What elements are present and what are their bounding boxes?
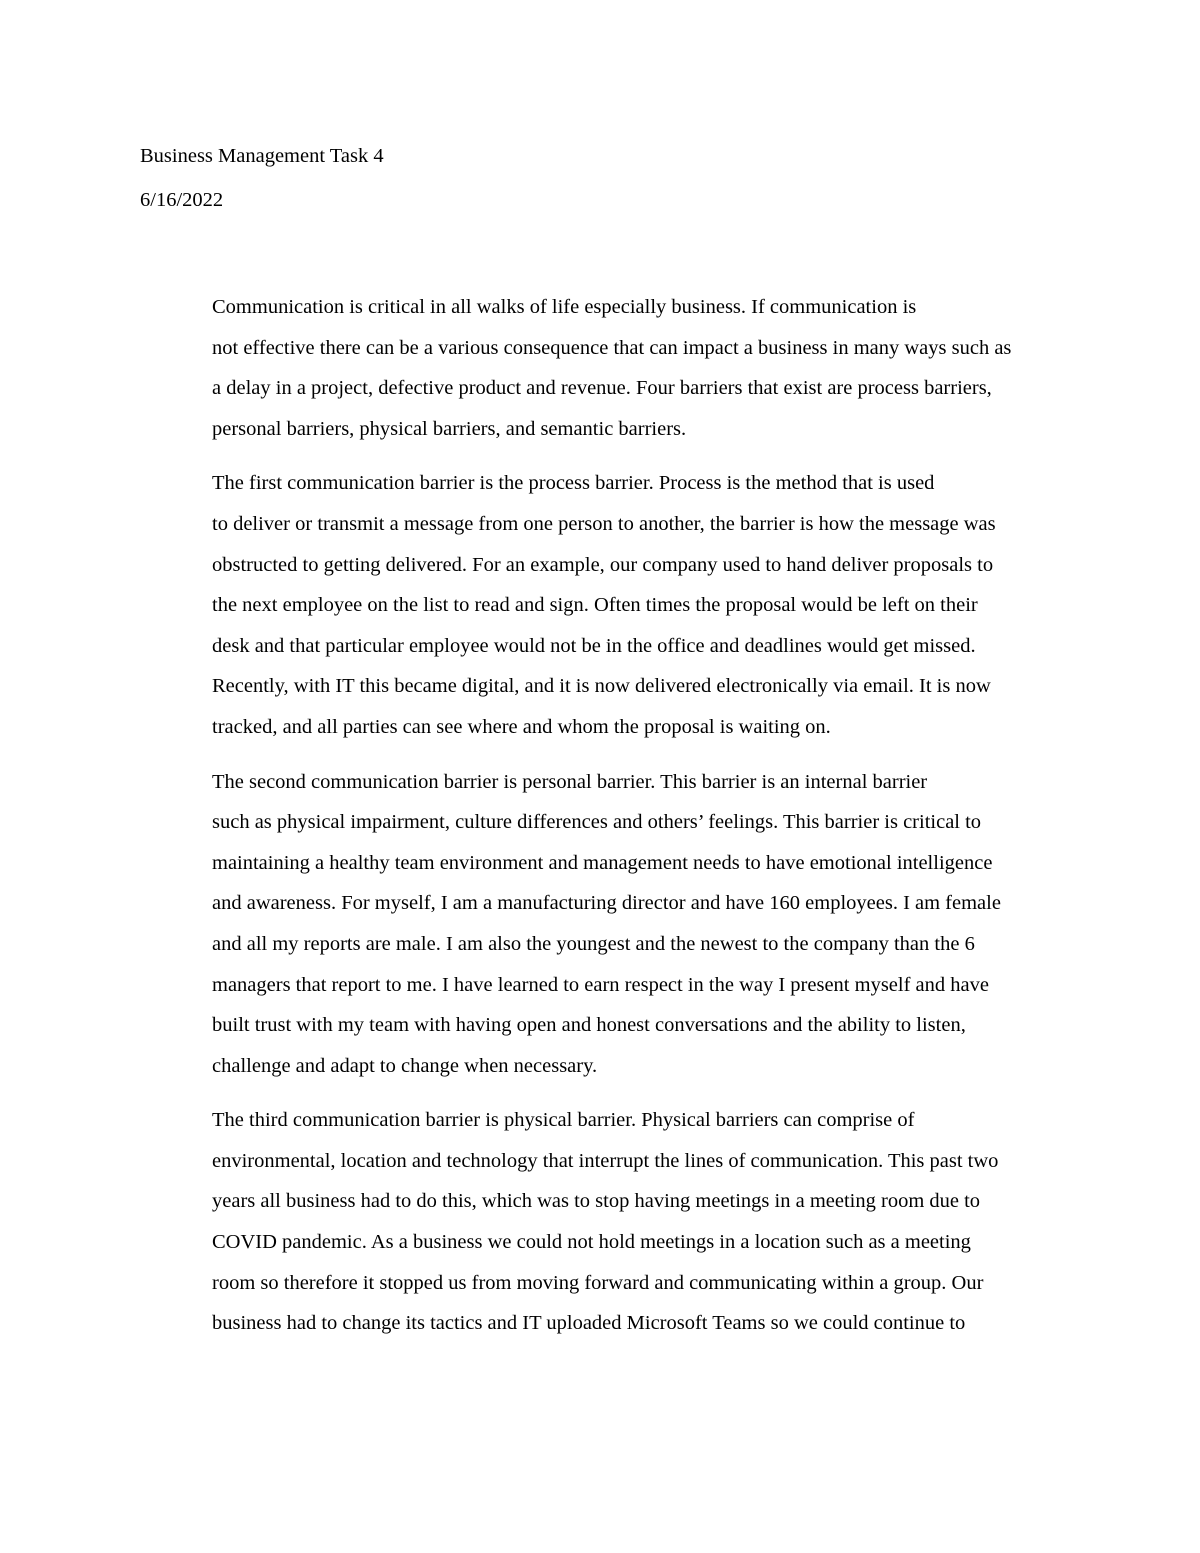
text-line: Recently, with IT this became digital, and it is now delivered electronically via email. It is now: [212, 675, 991, 698]
paragraph-intro: [140, 287, 1062, 449]
text-line: COVID pandemic. As a business we could not hold meetings in a location such as a meeting: [212, 1231, 971, 1254]
paragraph-personal-barrier: [140, 762, 1062, 1087]
document-title: Business Management Task 4: [140, 145, 384, 167]
text-line: tracked, and all parties can see where and whom the proposal is waiting on.: [212, 715, 831, 738]
text-line: personal barriers, physical barriers, and semantic barriers.: [212, 417, 687, 440]
text-line: The first communication barrier is the process barrier. Process is the method that is used: [212, 472, 935, 495]
text-line: managers that report to me. I have learned to earn respect in the way I present myself and have: [212, 973, 989, 996]
text-line: business had to change its tactics and IT uploaded Microsoft Teams so we could continue to: [212, 1312, 966, 1335]
paragraph-process-barrier: [140, 463, 1062, 747]
document-date: 6/16/2022: [140, 189, 224, 211]
text-line: room so therefore it stopped us from moving forward and communicating within a group. Our: [212, 1271, 984, 1294]
paragraph-physical-barrier: [140, 1100, 1062, 1344]
text-line: and all my reports are male. I am also the youngest and the newest to the company than the 6: [212, 932, 975, 955]
text-line: environmental, location and technology that interrupt the lines of communication. This past two: [212, 1149, 999, 1172]
text-line: desk and that particular employee would not be in the office and deadlines would get missed.: [212, 634, 976, 657]
text-line: and awareness. For myself, I am a manufacturing director and have 160 employees. I am female: [212, 892, 1001, 915]
text-line: challenge and adapt to change when necessary.: [212, 1054, 598, 1077]
text-line: years all business had to do this, which was to stop having meetings in a meeting room due to: [212, 1190, 981, 1213]
text-line: obstructed to getting delivered. For an example, our company used to hand deliver proposals to: [212, 553, 994, 576]
document-body: [140, 287, 1062, 1358]
text-line: the next employee on the list to read and sign. Often times the proposal would be left on their: [212, 594, 978, 617]
text-line: Communication is critical in all walks of life especially business. If communication is: [212, 296, 917, 318]
text-line: built trust with my team with having open and honest conversations and the ability to listen,: [212, 1014, 966, 1037]
text-line: a delay in a project, defective product and revenue. Four barriers that exist are process barriers,: [212, 377, 992, 400]
text-line: The third communication barrier is physical barrier. Physical barriers can comprise of: [212, 1109, 915, 1132]
text-line: maintaining a healthy team environment and management needs to have emotional intelligence: [212, 851, 993, 874]
text-line: to deliver or transmit a message from one person to another, the barrier is how the message was: [212, 512, 996, 535]
text-line: The second communication barrier is personal barrier. This barrier is an internal barrier: [212, 770, 928, 793]
text-line: not effective there can be a various consequence that can impact a business in many ways such as: [212, 336, 1012, 359]
text-line: such as physical impairment, culture differences and others’ feelings. This barrier is critical to: [212, 811, 982, 834]
